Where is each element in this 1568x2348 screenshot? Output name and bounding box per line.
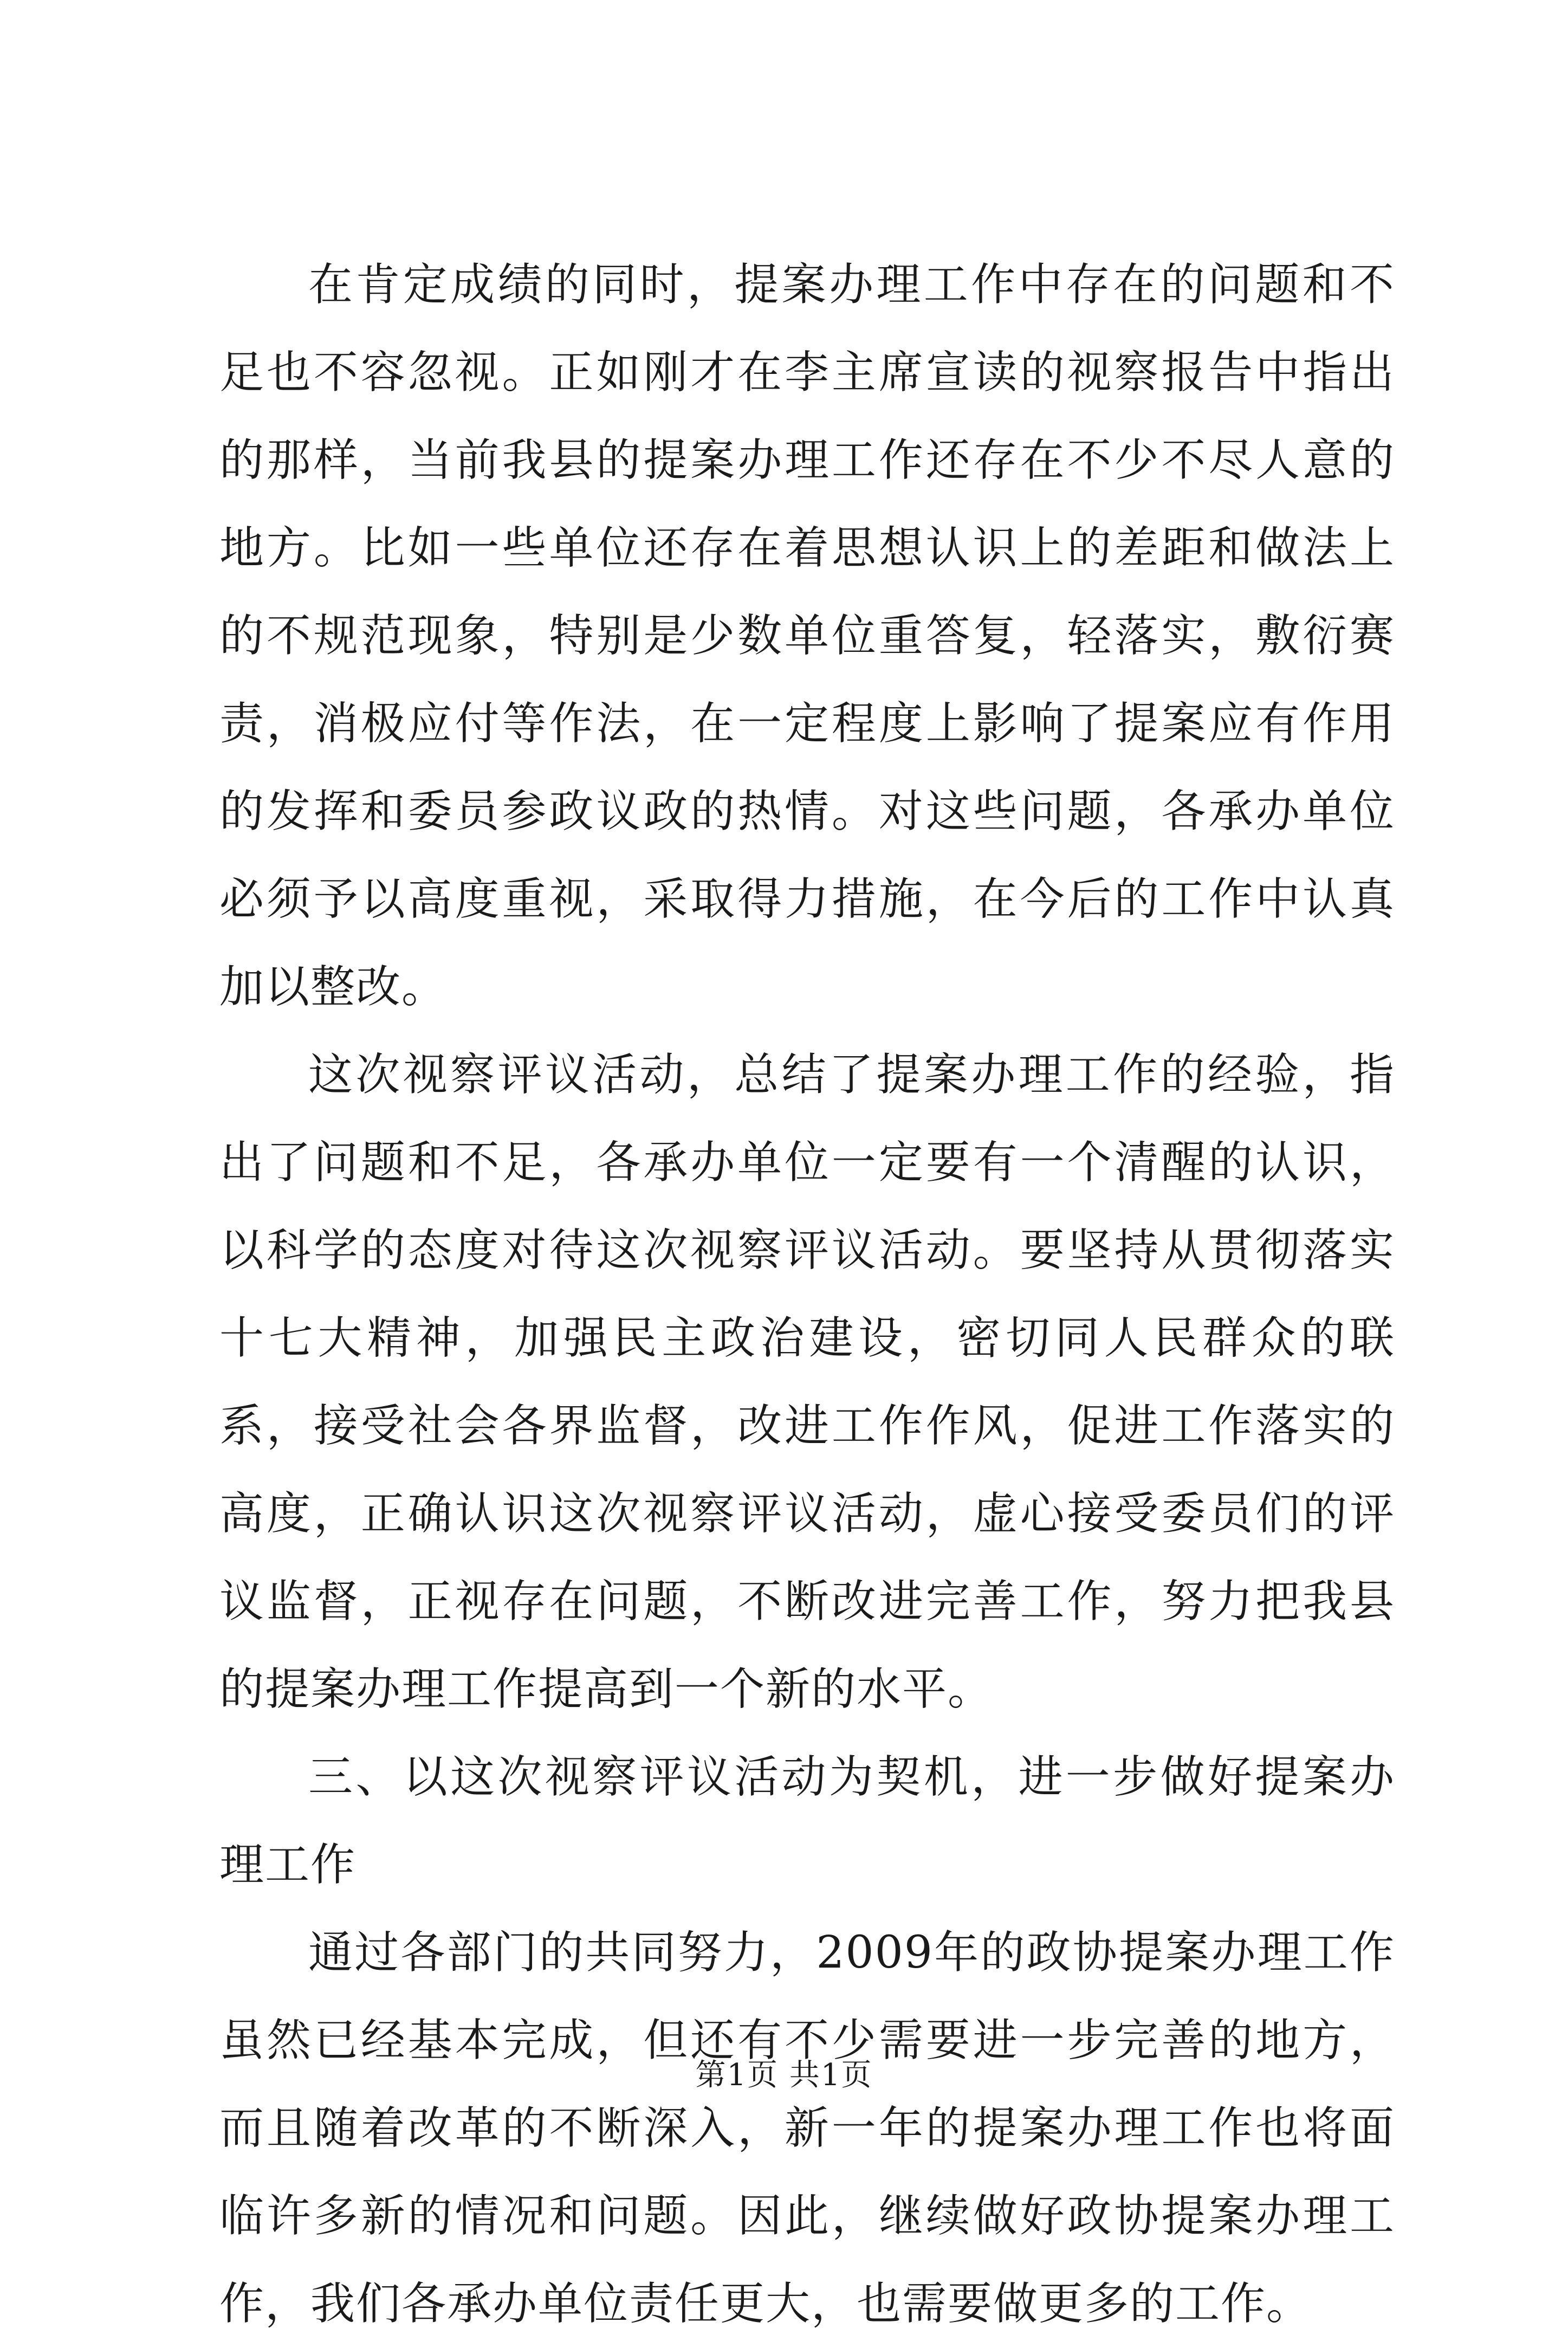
document-body bbox=[219, 241, 1395, 2348]
paragraph-next-steps: 通过各部门的共同努力，2009年的政协提案办理工作虽然已经基本完成，但还有不少需要进一步完善的地方，而且随着改革的不断深入，新一年的提案办理工作也将面临许多新的情况和问题。因此，继续做好政协提案办理工作，我们各承办单位责任更大，也需要做更多的工作。 bbox=[219, 1927, 1395, 2330]
paragraph-inspection-review: 这次视察评议活动，总结了提案办理工作的经验，指出了问题和不足，各承办单位一定要有一个清醒的认识，以科学的态度对待这次视察评议活动。要坚持从贯彻落实十七大精神，加强民主政治建设，密切同人民群众的联系，接受社会各界监督，改进工作作风，促进工作落实的高度，正确认识这次视察评议活动，虚心接受委员们的评议监督，正视存在问题，不断改进完善工作，努力把我县的提案办理工作提高到一个新的水平。 bbox=[219, 1049, 1395, 1715]
section-heading-three: 三、以这次视察评议活动为契机，进一步做好提案办理工作 bbox=[219, 1751, 1395, 1891]
page-footer: 第1页 共1页 bbox=[695, 2058, 873, 2093]
paragraph-problems: 在肯定成绩的同时，提案办理工作中存在的问题和不足也不容忽视。正如刚才在李主席宣读的视察报告中指出的那样，当前我县的提案办理工作还存在不少不尽人意的地方。比如一些单位还存在着思想认识上的差距和做法上的不规范现象，特别是少数单位重答复，轻落实，敷衍赛责，消极应付等作法，在一定程度上影响了提案应有作用的发挥和委员参政议政的热情。对这些问题，各承办单位必须予以高度重视，采取得力措施，在今后的工作中认真加以整改。 bbox=[219, 259, 1395, 1013]
